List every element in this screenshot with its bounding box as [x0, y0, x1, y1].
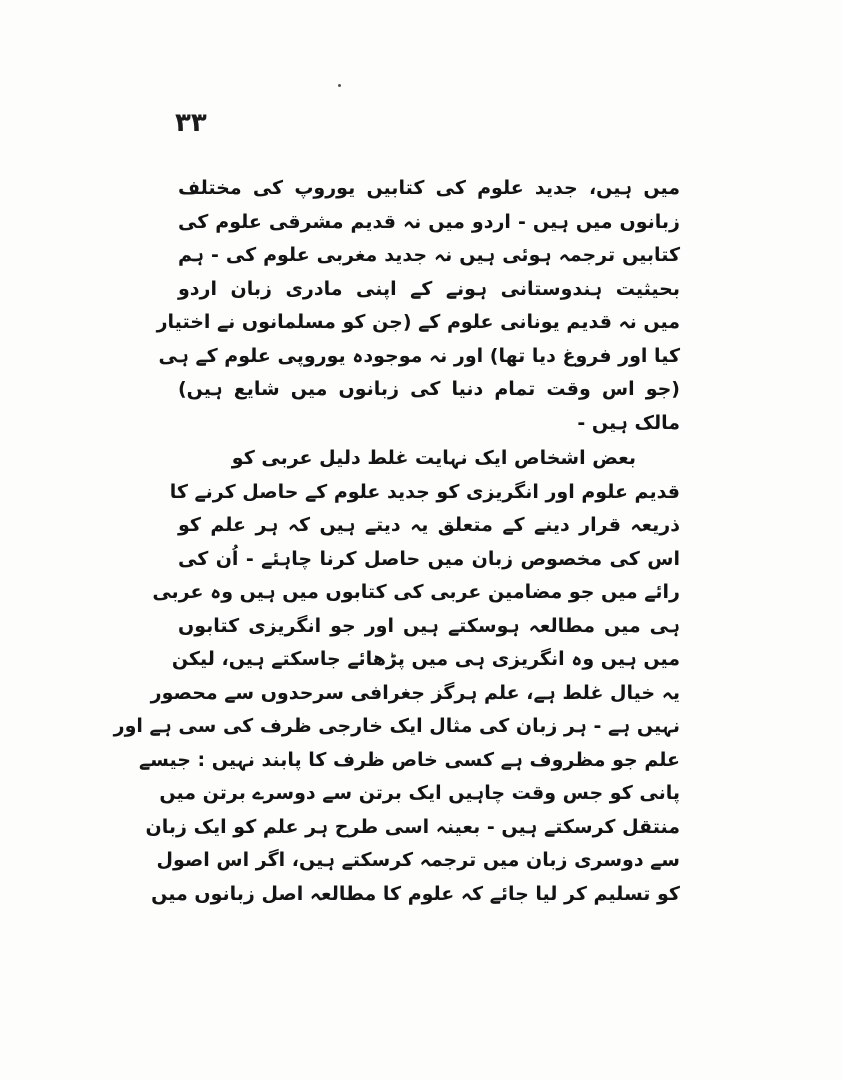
text-line: کو تسلیم کر لیا جائے کہ علوم کا مطالعہ اصل زبانوں میں: [151, 882, 680, 905]
text-line: مالک ہیں -: [577, 411, 680, 434]
text-line: کیا اور فروغ دیا تھا) اور نہ موجودہ یوروپی علوم کے ہی: [158, 344, 680, 367]
text-line: بحیثیت ہندوستانی ہونے کے اپنی مادری زبان اردو: [178, 277, 680, 300]
text-line: یہ خیال غلط ہے، علم ہرگز جغرافی سرحدوں سے محصور: [150, 681, 680, 704]
text-line: میں ہیں وہ انگریزی ہی میں پڑھائے جاسکتے ہیں، لیکن: [171, 648, 680, 670]
text-line: قدیم علوم اور انگریزی کو جدید علوم کے حاصل کرنے کا: [169, 480, 680, 503]
text-line: (جو اس وقت تمام دنیا کی زبانوں میں شایع ہیں): [178, 378, 680, 400]
text-line: بعض اشخاص ایک نہایت غلط دلیل عربی کو: [231, 447, 636, 469]
text-line: میں نہ قدیم یونانی علوم کے (جن کو مسلمانوں نے اختیار: [156, 311, 680, 333]
text-line: ذریعہ قرار دینے کے متعلق یہ دیتے ہیں کہ ہر علم کو: [178, 514, 680, 536]
text-line: رائے میں جو مضامین عربی کی کتابوں میں ہیں وہ عربی: [152, 581, 680, 603]
ink-speck: [338, 84, 341, 87]
paragraph-1: [156, 172, 680, 440]
text-line: سے دوسری زبان میں ترجمہ کرسکتے ہیں، اگر اس اصول: [156, 849, 680, 871]
text-line: میں ہیں، جدید علوم کی کتابیں یوروپ کی مختلف: [178, 177, 680, 199]
paragraph-2: [113, 442, 680, 911]
text-line: ہی میں مطالعہ ہوسکتے ہیں اور جو انگریزی کتابوں: [178, 614, 680, 637]
text-line: علم جو مظروف ہے کسی خاص ظرف کا پابند نہیں : جیسے: [139, 748, 680, 771]
text-line: اس کی مخصوص زبان میں حاصل کرنا چاہئے - اُن کی: [178, 547, 680, 570]
text-line: زبانوں میں ہیں - اردو میں نہ قدیم مشرقی علوم کی: [178, 210, 680, 233]
text-line: پانی کو جس وقت چاہیں ایک برتن سے دوسرے برتن میں: [159, 782, 680, 804]
page-number: ۳۳: [175, 108, 207, 138]
text-line: کتابیں ترجمہ ہوئی ہیں نہ جدید مغربی علوم کی - ہم: [178, 244, 680, 266]
text-line: نہیں ہے - ہر زبان کی مثال ایک خارجی ظرف کی سی ہے اور: [113, 715, 680, 737]
text-line: منتقل کرسکتے ہیں - بعینہ اسی طرح ہر علم کو ایک زبان: [145, 815, 680, 838]
